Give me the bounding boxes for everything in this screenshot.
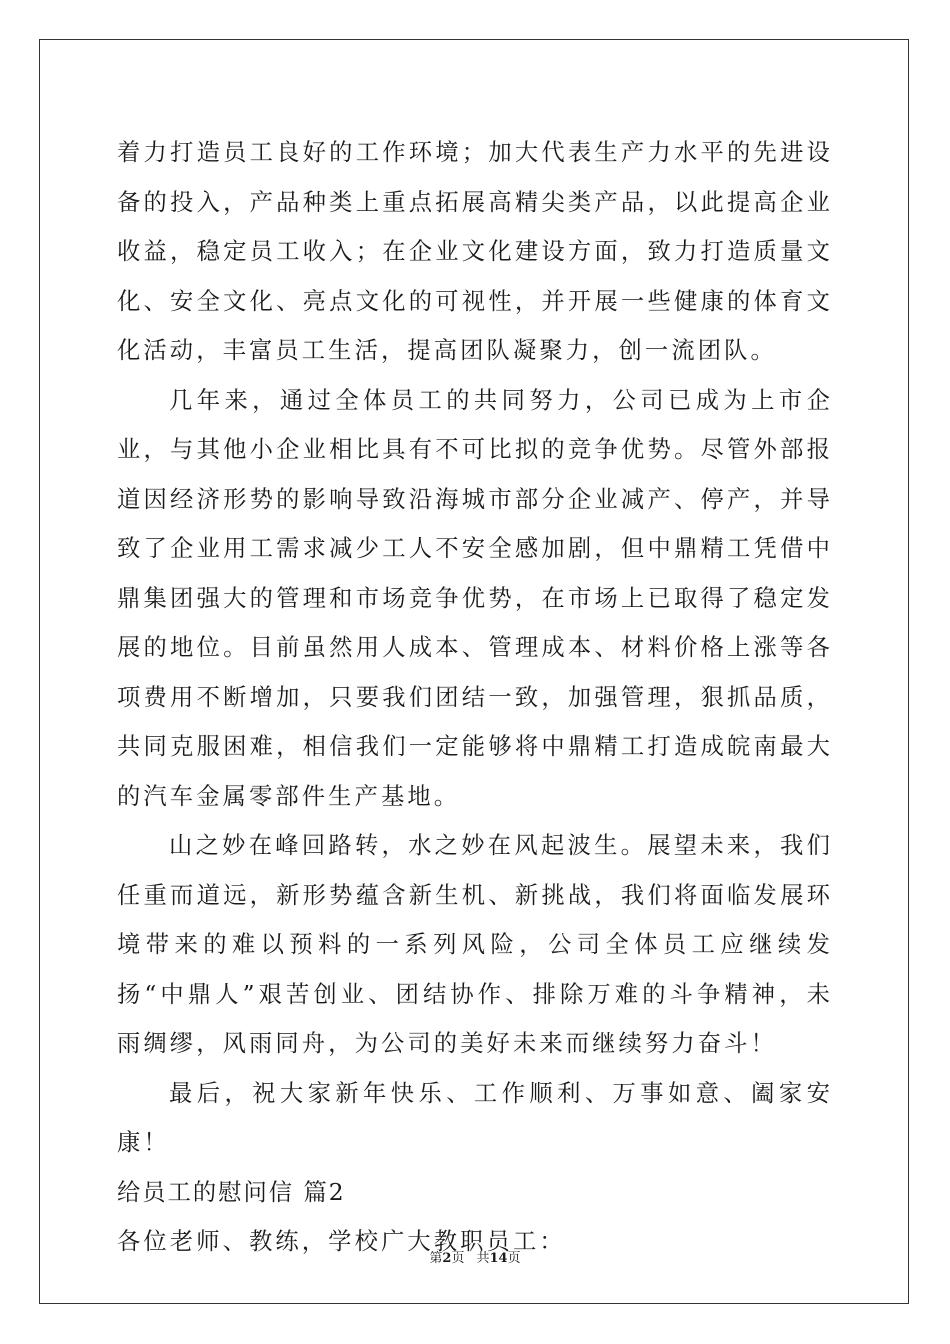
paragraph-company-progress: 几年来，通过全体员工的共同努力，公司已成为上市企业，与其他小企业相比具有不可比拟的竞争优势。尽管外部报道因经济形势的影响导致沿海城市部分企业减产、停产，并导致了企业用工需求减少工人不安全感加剧，但中鼎精工凭借中鼎集团强大的管理和市场竞争优势，在市场上已取得了稳定发展的地位。目前虽然用人成本、管理成本、材料价格上涨等各项费用不断增加，只要我们团结一致，加强管理，狠抓品质，共同克服困难，相信我们一定能够将中鼎精工打造成皖南最大的汽车金属零部件生产基地。 (117, 386, 833, 810)
total-prefix: 共 (476, 1251, 490, 1266)
page-suffix: 页 (451, 1251, 465, 1266)
page-prefix: 第 (429, 1251, 443, 1266)
total-suffix: 页 (507, 1251, 521, 1266)
paragraph-closing-wishes: 最后，祝大家新年快乐、工作顺利、万事如意、阖家安康！ (117, 1079, 833, 1156)
paragraph-outlook: 山之妙在峰回路转，水之妙在风起波生。展望未来，我们任重而道远，新形势蕴含新生机、新挑战，我们将面临发展环境带来的难以预料的一系列风险，公司全体员工应继续发扬“中鼎人”艰苦创业、团结协作、排除万难的斗争精神，未雨绸缪，风雨同舟，为公司的美好未来而继续努力奋斗！ (117, 832, 833, 1057)
paragraph-continuation: 着力打造员工良好的工作环境；加大代表生产力水平的先进设备的投入，产品种类上重点拓展高精尖类产品，以此提高企业收益，稳定员工收入；在企业文化建设方面，致力打造质量文化、安全文化、亮点文化的可视性，并开展一些健康的体育文化活动，丰富员工生活，提高团队凝聚力，创一流团队。 (117, 139, 833, 364)
total-pages: 14 (489, 1251, 508, 1266)
document-body (117, 128, 833, 1267)
salutation: 各位老师、教练，学校广大教职员工： (117, 1228, 566, 1255)
page-number: 2 (442, 1251, 452, 1266)
page-footer (0, 1247, 950, 1266)
section-heading: 给员工的慰问信 篇2 (117, 1178, 346, 1206)
